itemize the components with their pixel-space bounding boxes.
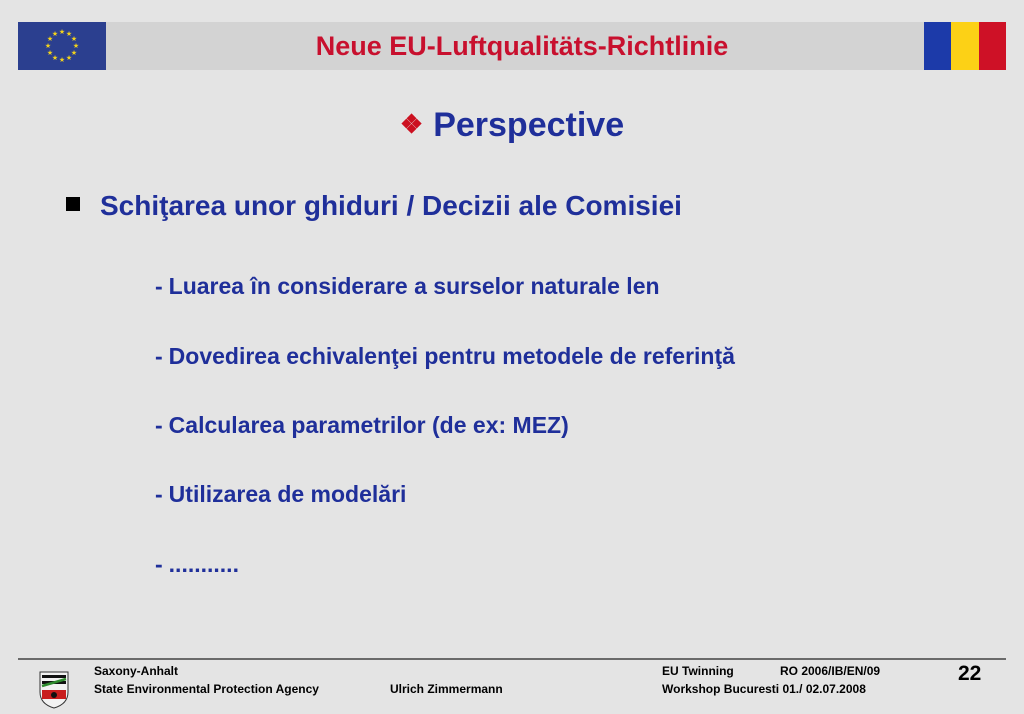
eu-stars bbox=[18, 22, 106, 70]
svg-text:★: ★ bbox=[70, 49, 78, 57]
svg-text:★: ★ bbox=[46, 35, 54, 43]
sub-item bbox=[155, 343, 735, 370]
dash: - bbox=[155, 412, 163, 438]
diamond-bullet-icon: ❖ bbox=[399, 109, 424, 139]
sub-item bbox=[155, 481, 406, 508]
crest-shape bbox=[38, 670, 70, 709]
section-heading bbox=[0, 106, 1024, 145]
svg-text:★: ★ bbox=[44, 42, 52, 50]
sub-item-text: Luarea în considerare a surselor naturale len bbox=[168, 273, 660, 299]
flag-stripe-yellow bbox=[951, 22, 978, 70]
footer-org-name: Saxony-Anhalt bbox=[94, 664, 179, 678]
dash: - bbox=[155, 343, 163, 369]
svg-text:★: ★ bbox=[65, 54, 73, 62]
svg-text:★: ★ bbox=[51, 30, 59, 38]
sub-item bbox=[155, 273, 660, 300]
svg-text:★: ★ bbox=[72, 42, 80, 50]
eu-flag-icon bbox=[18, 22, 106, 70]
svg-text:★: ★ bbox=[65, 30, 73, 38]
square-bullet-icon bbox=[66, 197, 80, 211]
section-heading-text: Perspective bbox=[433, 106, 625, 144]
sub-item-text: Calcularea parametrilor (de ex: MEZ) bbox=[168, 412, 569, 438]
flag-stripe-red bbox=[979, 22, 1006, 70]
romania-flag-icon bbox=[924, 22, 1006, 70]
svg-text:★: ★ bbox=[46, 49, 54, 57]
sub-item bbox=[155, 412, 569, 439]
footer-divider bbox=[18, 658, 1006, 660]
svg-text:★: ★ bbox=[58, 28, 66, 36]
dash: - bbox=[155, 273, 163, 299]
footer-author: Ulrich Zimmermann bbox=[390, 682, 503, 696]
footer-agency: State Environmental Protection Agency bbox=[94, 682, 319, 696]
svg-text:★: ★ bbox=[51, 54, 59, 62]
dash: - bbox=[155, 481, 163, 507]
sub-item-text: Utilizarea de modelări bbox=[168, 481, 407, 507]
flag-stripe-blue bbox=[924, 22, 951, 70]
footer-program: EU Twinning bbox=[662, 664, 734, 678]
page-title: Neue EU-Luftqualitäts-Richtlinie bbox=[315, 31, 729, 61]
main-bullet-text: Schiţarea unor ghiduri / Decizii ale Comisiei bbox=[100, 190, 682, 221]
footer-event: Workshop Bucuresti 01./ 02.07.2008 bbox=[662, 682, 866, 696]
dash: - bbox=[155, 551, 163, 577]
saxony-anhalt-crest-icon bbox=[38, 670, 70, 709]
sub-item-text: Dovedirea echivalenţei pentru metodele de referinţă bbox=[168, 343, 735, 369]
sub-item-text: ........... bbox=[168, 551, 239, 577]
main-bullet bbox=[66, 190, 682, 222]
svg-text:★: ★ bbox=[70, 35, 78, 43]
footer-project-code: RO 2006/IB/EN/09 bbox=[780, 664, 881, 678]
page-number: 22 bbox=[958, 662, 982, 685]
svg-text:★: ★ bbox=[58, 56, 66, 64]
sub-item bbox=[155, 551, 239, 578]
